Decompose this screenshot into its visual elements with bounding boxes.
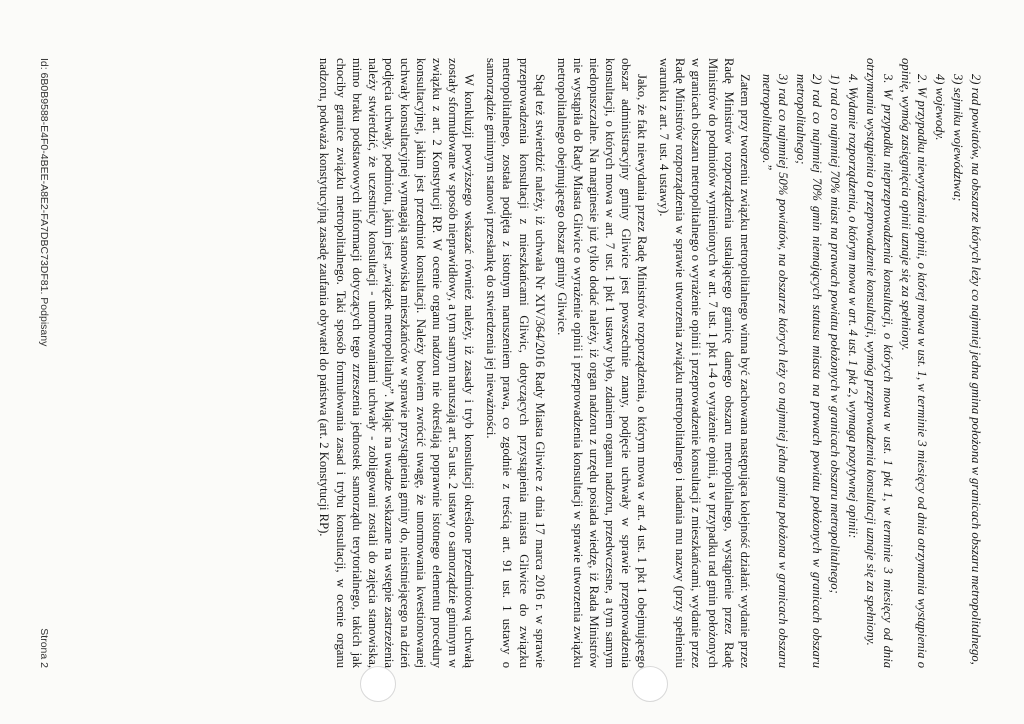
list-item: 2) rad powiatów, na obszarze których leży co najmniej jedna gmina położona w granicach obszaru metropolitalnego, (969, 74, 983, 665)
paragraph: Jako, że fakt niewydania przez Radę Ministrów rozporządzenia, o którym mowa w art. 4 ust. 1 pkt 1 obejmującego obszar administracyjny gminy Gliwice jest powszechnie znany, podjęcie uchwały w sprawie przeprowadzenia konsultacji, o których mowa w art. 7 ust. 1 pkt 1 ustawy było, zdaniem organu nadzoru, przedwczesne, a tym samym niedopuszczalne. Na marginesie już tylko dodać należy, iż organ nadzoru z urzędu posiada wiedzę, iż Rada Ministrów nie wystąpiła do Rady Miasta Gliwice o wyrażenie opinii i przeprowadzenia konsultacji w sprawie utworzenia związku metropolitalnego obejmującego obszar gminy Gliwice. (554, 58, 650, 668)
paragraph: 3. W przypadku nieprzeprowadzenia konsultacji, o których mowa w ust. 1 pkt 1, w terminie 3 miesięcy od dnia otrzymania wystąpienia o przeprowadzenie konsultacji, wymóg przeprowadzenia konsultacji uznaje się za spełniony. (864, 58, 895, 668)
document-id-footer: Id: 6B0B9588-E4F0-4BEE-A8E2-FA7DBC73DF81. Podpisany (38, 58, 50, 347)
paragraph: W konkluzji powyższego wskazać również należy, iż zasady i tryb konsultacji określone przedmiotową uchwałą zostały sformułowane w sposób nieprawidłowy, a tym samym naruszają art. 5a ust. 2 ustawy o samorządzie gminnym w związku z art. 2 Konstytucji RP. W ocenie organu nadzoru nie określają poprawnie istotnego elementu procedury konsultacyjnej, jakim jest przedmiot konsultacji. Należy bowiem zwrócić uwagę, że unormowania kwestionowanej uchwały konsultacyjnej wymagają stanowiska mieszkańców w sprawie przystąpienia gminy do, nieistniejącego na dzień podjęcia uchwały, podmiotu, jakim jest „związek metropolitalny”. Mając na uwadze wskazane na wstępie zastrzeżenia należy stwierdzić, że uczestnicy konsultacji - unormowaniami uchwały - zobligowani zostali do zajęcia stanowiska, mimo braku podstawowych informacji dotyczących tego zrzeszenia jednostek samorządu terytorialnego, takich jak chociby granice związku metropolitalnego. Taki sposób formułowania zasad i trybu konsultacji, w ocenie organu nadzoru, podważa konstytucyjną zasadę zaufania obywatel do państwa (art. 2 Konstytucji RP). (317, 58, 477, 668)
list-item: 2) rad co najmniej 70% gmin niemających statusu miasta na prawach powiatu położonych w granicach obszaru metropolitalnego; (794, 74, 825, 668)
paragraph: 2. W przypadku niewyrażenia opinii, o której mowa w ust. 1, w terminie 3 miesięcy od dnia otrzymania wystąpienia o opinię, wymóg zasięgnięcia opinii uznaje się za spełniony. (898, 58, 929, 668)
paragraph: Zatem przy tworzeniu związku metropolitalnego winna być zachowana następująca kolejność działań: wydanie przez Radę Ministrów rozporządzenia ustalającego granicę danego obszaru metropolitalnego, wystąpienie przez Radę Ministrów do podmiotów wymienionych w art. 7 ust. 1 pkt 1-4 o wyrażenie opinii, a w przypadku rad gmin położonych w granicach obszaru metropolitalnego o wyrażenie opinii i przeprowadzenie konsultacji z mieszkańcami, wydanie przez Radę Ministrów rozporządzenia w sprawie utworzenia związku metropolitalnego i nadania mu nazwy (przy spełnieniu warunku z art. 7 ust. 4 ustawy). (657, 58, 752, 668)
list-item: 3) sejmiku województwa; (950, 74, 965, 202)
list-item: 1) rad co najmniej 70% miast na prawach powiatu położonych w granicach obszaru metropolitalnego; (828, 74, 843, 594)
document-body (314, 58, 984, 668)
page-number: Strona 2 (38, 628, 50, 668)
list-item: 3) rad co najmniej 50% powiatów, na obszarze których leży co najmniej jedna gmina położona w granicach obszaru metropolitalnego.” (759, 74, 790, 668)
paragraph: Stąd też stwierdzić należy, iż uchwała Nr XIV/364/2016 Rady Miasta Gliwice z dnia 17 marca 2016 r. w sprawie przeprowadzenia konsultacji z mieszkańcami Gliwic, dotyczących przystąpienia miasta Gliwice do związku metropolitalnego, została podjęta z istotnym naruszeniem prawa, co zgodnie z treścią art. 91 ust. 1 ustawy o samorządzie gminnym stanowi przesłankę do stwierdzenia jej nieważności. (484, 58, 547, 668)
paragraph: 4. Wydanie rozporządzenia, o którym mowa w art. 4 ust. 1 pkt 2, wymaga pozytywnej opinii: (846, 74, 861, 539)
list-item: 4) wojewody. (932, 74, 947, 141)
